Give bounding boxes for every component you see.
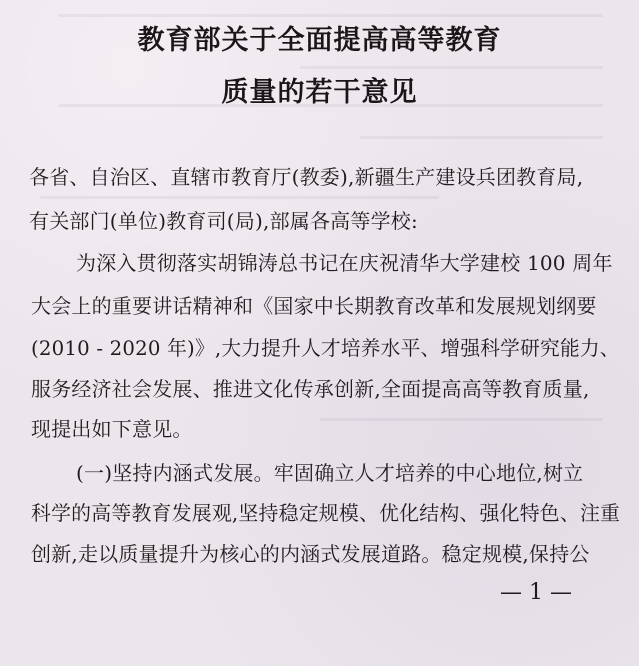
document-title-line-1: 教育部关于全面提高高等教育	[137, 25, 502, 56]
bleed-through-line	[40, 196, 439, 199]
paragraph-2-line-3: 创新,走以质量提升为核心的内涵式发展道路。稳定规模,保持公	[31, 542, 590, 566]
salutation-line-2: 有关部门(单位)教育司(局),部属各高等学校:	[29, 209, 418, 233]
page-number: — 1 —	[500, 580, 572, 605]
paragraph-1-line-5: 现提出如下意见。	[31, 417, 193, 441]
paragraph-1-line-2: 大会上的重要讲话精神和《国家中长期教育改革和发展规划纲要	[31, 294, 597, 318]
paragraph-2-line-2: 科学的高等教育发展观,坚持稳定规模、优化结构、强化特色、注重	[31, 502, 621, 525]
salutation-line-1: 各省、自治区、直辖市教育厅(教委),新疆生产建设兵团教育局,	[29, 165, 584, 189]
bleed-through-line	[320, 418, 603, 421]
bleed-through-line	[360, 136, 603, 139]
document-title-line-2: 质量的若干意见	[221, 77, 418, 108]
bleed-through-line	[300, 66, 603, 69]
bleed-through-line	[58, 14, 603, 17]
paragraph-1-line-3: (2010 - 2020 年)》,大力提升人才培养水平、增强科学研究能力、	[31, 337, 620, 360]
paragraph-2-line-1: (一)坚持内涵式发展。牢固确立人才培养的中心地位,树立	[76, 461, 584, 485]
paragraph-1-line-4: 服务经济社会发展、推进文化传承创新,全面提高高等教育质量,	[31, 377, 590, 401]
paragraph-1-line-1: 为深入贯彻落实胡锦涛总书记在庆祝清华大学建校 100 周年	[76, 251, 613, 275]
